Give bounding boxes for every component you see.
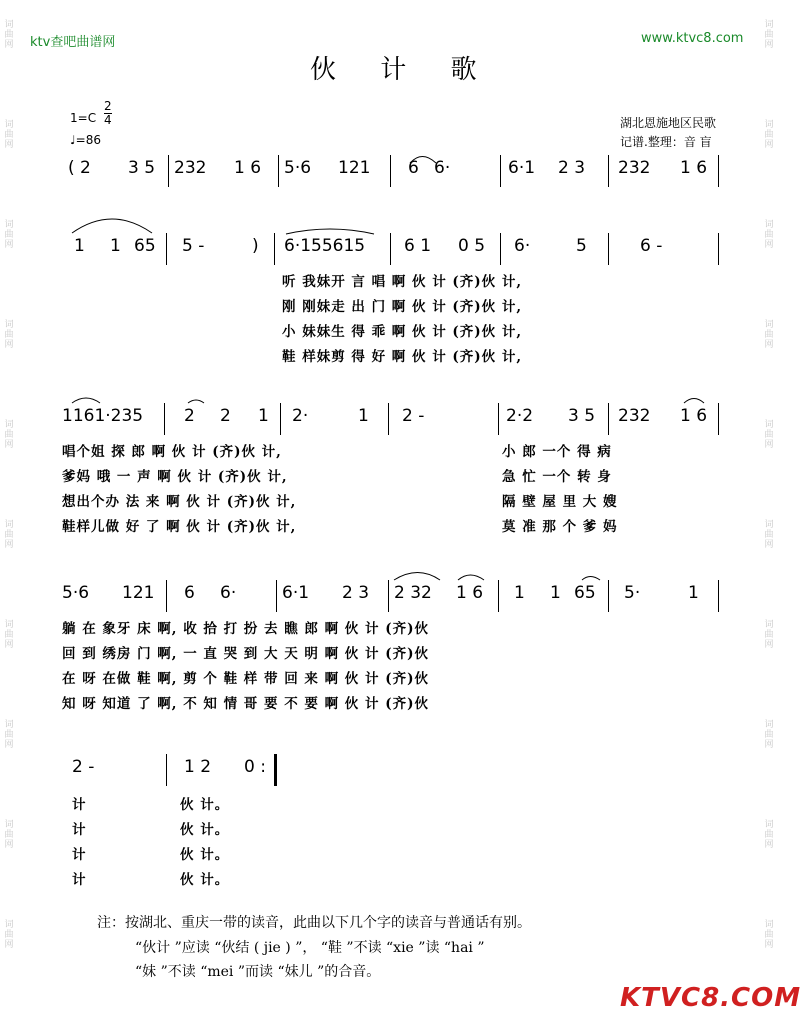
side-watermark-right-7: 词 曲 网 (764, 620, 774, 650)
lyric-verse-4: 计 (72, 872, 87, 888)
time-signature-top: 2 (104, 99, 112, 113)
side-watermark-left-7: 词 曲 网 (4, 620, 14, 650)
slur (72, 398, 100, 403)
note-group: 0 : (244, 757, 266, 777)
note-group: 2 3 (342, 583, 370, 603)
side-watermark-right-9: 词 曲 网 (764, 820, 774, 850)
note-group: 1 (514, 583, 525, 603)
side-watermark-left-1: 词 曲 网 (4, 20, 14, 50)
note-group: 1 (550, 583, 561, 603)
song-origin: 湖北恩施地区民歌 (620, 116, 717, 130)
lyric-verse-3-right: 伙 计。 (180, 847, 230, 863)
note-group: 65 (574, 583, 596, 603)
lyric-verse-2: 回 到 绣房 门 啊, 一 直 哭 到 大 天 明 啊 伙 计 (齐)伙 (62, 646, 429, 662)
note-group: 0 5 (458, 236, 486, 256)
note-group: 232 (618, 158, 651, 178)
note-group: 6· (220, 583, 237, 603)
time-signature-bottom: 4 (104, 113, 112, 127)
side-watermark-right-10: 词 曲 网 (764, 920, 774, 950)
note-group: 6 (408, 158, 419, 178)
side-watermark-right-1: 词 曲 网 (764, 20, 774, 50)
lyric-verse-1: 计 (72, 797, 87, 813)
note-group: 1 (110, 236, 121, 256)
note-group: 2 3 (558, 158, 586, 178)
lyric-verse-1-right: 伙 计。 (180, 797, 230, 813)
lyric-verse-4: 鞋 样妹剪 得 好 啊 伙 计 (齐)伙 计, (282, 349, 523, 365)
side-watermark-right-8: 词 曲 网 (764, 720, 774, 750)
side-watermark-left-8: 词 曲 网 (4, 720, 14, 750)
lyric-verse-3-right: 隔 壁 屋 里 大 嫂 (502, 494, 618, 510)
footnote-line-1: 注：按湖北、重庆一带的读音，此曲以下几个字的读音与普通话有别。 (97, 915, 531, 931)
side-watermark-left-10: 词 曲 网 (4, 920, 14, 950)
lyric-verse-2: 刚 刚妹走 出 门 啊 伙 计 (齐)伙 计, (282, 299, 523, 315)
side-watermark-right-4: 词 曲 网 (764, 320, 774, 350)
note-group: 121 (122, 583, 155, 603)
side-watermark-left-6: 词 曲 网 (4, 520, 14, 550)
note-group: 2 32 (394, 583, 432, 603)
note-group: 2 (184, 406, 195, 426)
lyric-verse-4: 知 呀 知道 了 啊, 不 知 情 哥 要 不 要 啊 伙 计 (齐)伙 (62, 696, 429, 712)
lyric-verse-3: 想出个办 法 来 啊 伙 计 (齐)伙 计, (62, 494, 297, 510)
lyric-verse-2: 爹妈 哦 一 声 啊 伙 计 (齐)伙 计, (62, 469, 288, 485)
note-group: 1 (358, 406, 369, 426)
lyric-verse-2-right: 急 忙 一个 转 身 (502, 469, 612, 485)
note-group: 6·1 (282, 583, 310, 603)
slur (188, 400, 204, 403)
lyric-verse-1-right: 小 郎 一个 得 病 (502, 444, 612, 460)
note-group: 5·6 (284, 158, 312, 178)
note-group: 1 6 (234, 158, 262, 178)
note-group: 2 (220, 406, 231, 426)
side-watermark-left-2: 词 曲 网 (4, 120, 14, 150)
lyric-verse-1: 唱个姐 探 郎 啊 伙 计 (齐)伙 计, (62, 444, 282, 460)
arranger-credit: 记谱.整理：音 盲 (620, 135, 712, 149)
key-signature: 1=C (70, 111, 97, 125)
note-group: 5 (576, 236, 587, 256)
note-group: 1 (74, 236, 85, 256)
note-group: 2 - (72, 757, 95, 777)
note-group: 1 (258, 406, 269, 426)
note-group: 1 6 (680, 158, 708, 178)
lyric-verse-2-right: 伙 计。 (180, 822, 230, 838)
side-watermark-left-9: 词 曲 网 (4, 820, 14, 850)
slur (410, 157, 436, 164)
note-group: 5·6 (62, 583, 90, 603)
slur (582, 577, 600, 581)
lyric-verse-4-right: 莫 准 那 个 爹 妈 (502, 519, 618, 535)
note-group: 3 5 (128, 158, 156, 178)
side-watermark-right-3: 词 曲 网 (764, 220, 774, 250)
note-group: 5 - (182, 236, 205, 256)
note-group: 65 (134, 236, 156, 256)
note-group: 3 5 (568, 406, 596, 426)
note-group: 2· (292, 406, 309, 426)
lyric-verse-3: 小 妹妹生 得 乖 啊 伙 计 (齐)伙 计, (282, 324, 523, 340)
note-group: 6 (184, 583, 195, 603)
note-group: 121 (338, 158, 371, 178)
note-group: ( 2 (68, 158, 91, 178)
lyric-verse-4: 鞋样儿做 好 了 啊 伙 计 (齐)伙 计, (62, 519, 297, 535)
side-watermark-left-3: 词 曲 网 (4, 220, 14, 250)
lyric-verse-4-right: 伙 计。 (180, 872, 230, 888)
slur (72, 219, 152, 233)
side-watermark-right-2: 词 曲 网 (764, 120, 774, 150)
slur (458, 575, 484, 580)
side-watermark-right-6: 词 曲 网 (764, 520, 774, 550)
lyric-verse-2: 计 (72, 822, 87, 838)
side-watermark-left-4: 词 曲 网 (4, 320, 14, 350)
note-group: 6 1 (404, 236, 432, 256)
site-name-left[interactable]: ktv查吧曲谱网 (30, 35, 116, 50)
note-group: 6 - (640, 236, 663, 256)
note-group: 2 - (402, 406, 425, 426)
lyric-verse-1: 躺 在 象牙 床 啊, 收 拾 打 扮 去 瞧 郎 啊 伙 计 (齐)伙 (62, 621, 429, 637)
note-group: 5· (624, 583, 641, 603)
footnote-line-2: “伙计 ”应读 “伙结 ( jie ) ”， “鞋 ”不读 “xie ”读 “hai ” (135, 940, 485, 956)
song-title: 伙 计 歌 (310, 55, 495, 85)
note-group: 2·2 (506, 406, 534, 426)
note-group: 1161·235 (62, 406, 144, 426)
note-group: 1 2 (184, 757, 212, 777)
ktvc8-logo: KTVC8.COM (620, 983, 801, 1013)
side-watermark-right-5: 词 曲 网 (764, 420, 774, 450)
footnote-line-3: “妹 ”不读 “mei ”而读 “妹儿 ”的合音。 (135, 964, 381, 980)
note-group: 6· (514, 236, 531, 256)
side-watermark-left-5: 词 曲 网 (4, 420, 14, 450)
slur (684, 399, 704, 404)
note-group: ) (252, 236, 259, 256)
note-group: 1 6 (680, 406, 708, 426)
slur (286, 229, 374, 234)
note-group: 6· (434, 158, 451, 178)
lyric-verse-3: 计 (72, 847, 87, 863)
lyric-verse-1: 听 我妹开 言 唱 啊 伙 计 (齐)伙 计, (282, 274, 523, 290)
lyric-verse-3: 在 呀 在做 鞋 啊, 剪 个 鞋 样 带 回 来 啊 伙 计 (齐)伙 (62, 671, 429, 687)
note-group: 1 (688, 583, 699, 603)
note-group: 232 (618, 406, 651, 426)
note-group: 232 (174, 158, 207, 178)
slur (394, 573, 440, 581)
note-group: 1 6 (456, 583, 484, 603)
tempo-marking: ♩=86 (70, 133, 101, 147)
site-url-right[interactable]: www.ktvc8.com (641, 31, 744, 46)
note-group: 6·1 (508, 158, 536, 178)
note-group: 6·155615 (284, 236, 366, 256)
